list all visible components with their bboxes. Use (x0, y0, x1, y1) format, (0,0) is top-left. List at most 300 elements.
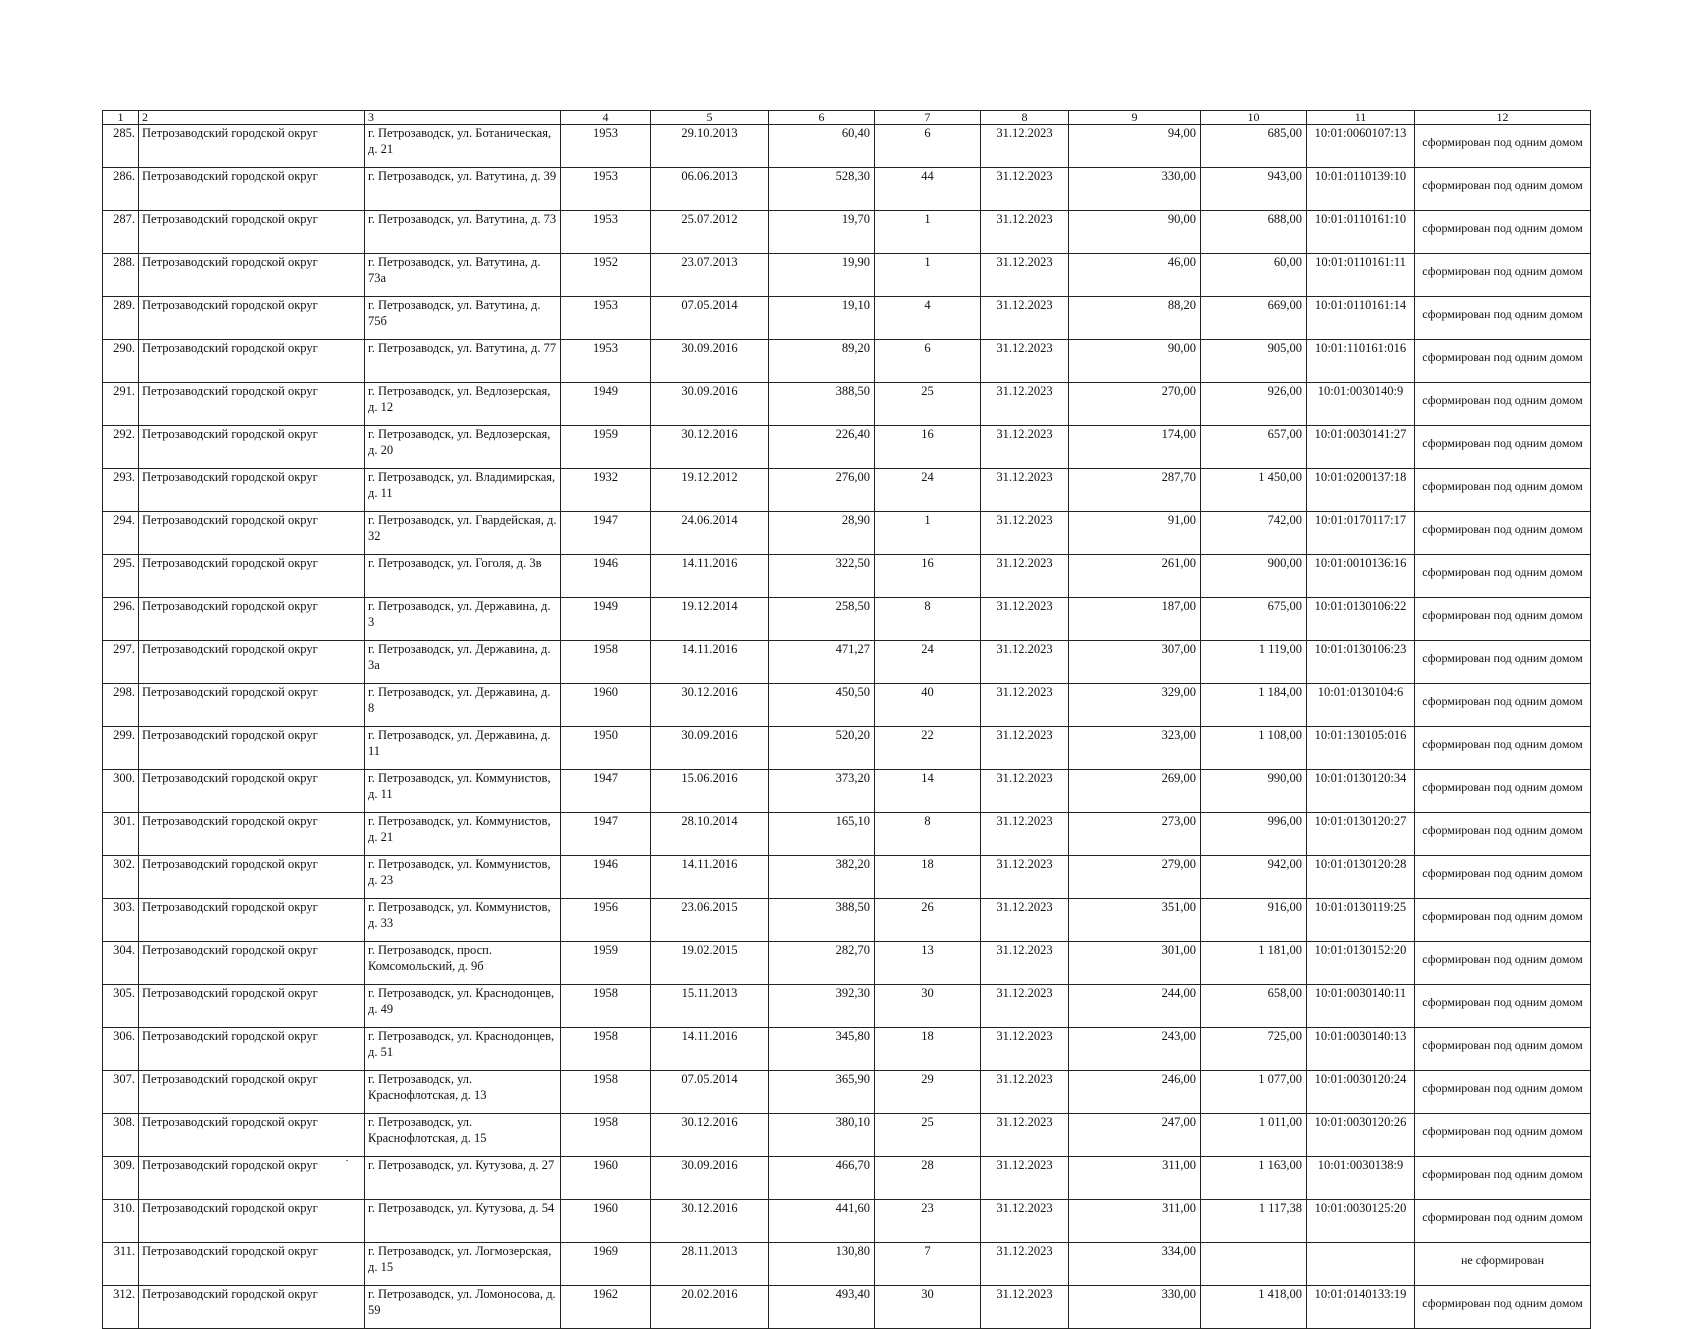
address-cell: г. Петрозаводск, ул. Державина, д. 3 (365, 598, 561, 641)
address-cell: г. Петрозаводск, ул. Гвардейская, д. 32 (365, 512, 561, 555)
count-cell: 13 (875, 942, 981, 985)
address-cell: г. Петрозаводск, ул. Коммунистов, д. 21 (365, 813, 561, 856)
municipality-cell: Петрозаводский городской округ (139, 383, 365, 426)
deadline-cell: 31.12.2023 (981, 297, 1069, 340)
column-9-value-cell: 244,00 (1069, 985, 1201, 1028)
area-cell: 60,40 (769, 125, 875, 168)
municipality-cell: Петрозаводский городской округ (139, 985, 365, 1028)
land-plot-status-cell: сформирован под одним домом (1415, 641, 1591, 684)
column-header-8: 8 (981, 111, 1069, 125)
land-plot-status-cell: сформирован под одним домом (1415, 1028, 1591, 1071)
land-plot-status-cell: сформирован под одним домом (1415, 254, 1591, 297)
land-plot-status-cell: сформирован под одним домом (1415, 211, 1591, 254)
address-cell: г. Петрозаводск, ул. Ватутина, д. 73 (365, 211, 561, 254)
count-cell: 26 (875, 899, 981, 942)
municipality-cell: Петрозаводский городской округ (139, 1243, 365, 1286)
municipality-cell: Петрозаводский городской округ (139, 1071, 365, 1114)
deadline-cell: 31.12.2023 (981, 512, 1069, 555)
column-10-value-cell: 657,00 (1201, 426, 1307, 469)
address-cell: г. Петрозаводск, ул. Коммунистов, д. 23 (365, 856, 561, 899)
cadastral-number-cell: 10:01:0130120:34 (1307, 770, 1415, 813)
land-plot-status-cell: сформирован под одним домом (1415, 985, 1591, 1028)
table-row (103, 813, 1591, 856)
column-header-7: 7 (875, 111, 981, 125)
row-number-cell: 293. (103, 469, 139, 512)
municipality-cell: Петрозаводский городской округ (139, 684, 365, 727)
year-built-cell: 1962 (561, 1286, 651, 1329)
column-9-value-cell: 261,00 (1069, 555, 1201, 598)
table-body (103, 111, 1591, 1329)
count-cell: 30 (875, 1286, 981, 1329)
row-number-cell: 308. (103, 1114, 139, 1157)
column-10-value-cell: 905,00 (1201, 340, 1307, 383)
row-number-cell: 290. (103, 340, 139, 383)
count-cell: 6 (875, 340, 981, 383)
year-built-cell: 1932 (561, 469, 651, 512)
row-number-cell: 309. (103, 1157, 139, 1200)
deadline-cell: 31.12.2023 (981, 383, 1069, 426)
deadline-cell: 31.12.2023 (981, 1243, 1069, 1286)
count-cell: 25 (875, 1114, 981, 1157)
column-9-value-cell: 351,00 (1069, 899, 1201, 942)
column-9-value-cell: 243,00 (1069, 1028, 1201, 1071)
land-plot-status-cell: сформирован под одним домом (1415, 770, 1591, 813)
count-cell: 7 (875, 1243, 981, 1286)
area-cell: 282,70 (769, 942, 875, 985)
area-cell: 322,50 (769, 555, 875, 598)
area-cell: 226,40 (769, 426, 875, 469)
area-cell: 28,90 (769, 512, 875, 555)
column-9-value-cell: 311,00 (1069, 1200, 1201, 1243)
row-number-cell: 306. (103, 1028, 139, 1071)
date-cell: 30.09.2016 (651, 340, 769, 383)
municipality-cell: Петрозаводский городской округ (139, 340, 365, 383)
column-10-value-cell: 1 184,00 (1201, 684, 1307, 727)
address-cell: г. Петрозаводск, ул. Ватутина, д. 77 (365, 340, 561, 383)
year-built-cell: 1952 (561, 254, 651, 297)
column-header-3: 3 (365, 111, 561, 125)
date-cell: 14.11.2016 (651, 1028, 769, 1071)
column-header-6: 6 (769, 111, 875, 125)
row-number-cell: 287. (103, 211, 139, 254)
count-cell: 18 (875, 856, 981, 899)
year-built-cell: 1960 (561, 1200, 651, 1243)
column-9-value-cell: 90,00 (1069, 340, 1201, 383)
column-9-value-cell: 329,00 (1069, 684, 1201, 727)
date-cell: 30.09.2016 (651, 727, 769, 770)
area-cell: 373,20 (769, 770, 875, 813)
address-cell: г. Петрозаводск, ул. Ватутина, д. 73а (365, 254, 561, 297)
row-number-cell: 310. (103, 1200, 139, 1243)
table-row (103, 254, 1591, 297)
column-10-value-cell: 658,00 (1201, 985, 1307, 1028)
column-9-value-cell: 91,00 (1069, 512, 1201, 555)
municipality-cell: Петрозаводский городской округ (139, 297, 365, 340)
land-plot-status-cell: сформирован под одним домом (1415, 426, 1591, 469)
date-cell: 07.05.2014 (651, 297, 769, 340)
table-row (103, 1028, 1591, 1071)
count-cell: 4 (875, 297, 981, 340)
column-10-value-cell: 685,00 (1201, 125, 1307, 168)
column-9-value-cell: 301,00 (1069, 942, 1201, 985)
column-10-value-cell: 942,00 (1201, 856, 1307, 899)
municipality-cell: Петрозаводский городской округ (139, 426, 365, 469)
year-built-cell: 1958 (561, 1028, 651, 1071)
municipality-cell: Петрозаводский городской округ (139, 512, 365, 555)
column-9-value-cell: 330,00 (1069, 1286, 1201, 1329)
column-9-value-cell: 334,00 (1069, 1243, 1201, 1286)
date-cell: 15.06.2016 (651, 770, 769, 813)
area-cell: 441,60 (769, 1200, 875, 1243)
year-built-cell: 1949 (561, 598, 651, 641)
column-10-value-cell: 742,00 (1201, 512, 1307, 555)
count-cell: 14 (875, 770, 981, 813)
row-number-cell: 298. (103, 684, 139, 727)
date-cell: 06.06.2013 (651, 168, 769, 211)
count-cell: 6 (875, 125, 981, 168)
row-number-cell: 297. (103, 641, 139, 684)
year-built-cell: 1946 (561, 555, 651, 598)
column-10-value-cell: 1 117,38 (1201, 1200, 1307, 1243)
count-cell: 25 (875, 383, 981, 426)
column-10-value-cell: 688,00 (1201, 211, 1307, 254)
column-9-value-cell: 90,00 (1069, 211, 1201, 254)
column-header-5: 5 (651, 111, 769, 125)
area-cell: 165,10 (769, 813, 875, 856)
column-10-value-cell: 1 450,00 (1201, 469, 1307, 512)
column-9-value-cell: 88,20 (1069, 297, 1201, 340)
address-cell: г. Петрозаводск, ул. Логмозерская, д. 15 (365, 1243, 561, 1286)
municipality-cell: Петрозаводский городской округ (139, 598, 365, 641)
count-cell: 22 (875, 727, 981, 770)
row-number-cell: 285. (103, 125, 139, 168)
count-cell: 1 (875, 211, 981, 254)
area-cell: 388,50 (769, 383, 875, 426)
column-number-header-row (103, 111, 1591, 125)
table-row (103, 985, 1591, 1028)
date-cell: 19.12.2012 (651, 469, 769, 512)
cadastral-number-cell: 10:01:0110139:10 (1307, 168, 1415, 211)
column-header-1: 1 (103, 111, 139, 125)
row-number-cell: 307. (103, 1071, 139, 1114)
row-number-cell: 299. (103, 727, 139, 770)
column-10-value-cell: 1 181,00 (1201, 942, 1307, 985)
count-cell: 24 (875, 641, 981, 684)
area-cell: 130,80 (769, 1243, 875, 1286)
deadline-cell: 31.12.2023 (981, 856, 1069, 899)
land-plot-status-cell: сформирован под одним домом (1415, 340, 1591, 383)
date-cell: 14.11.2016 (651, 555, 769, 598)
cadastral-number-cell: 10:01:0140133:19 (1307, 1286, 1415, 1329)
table-row (103, 598, 1591, 641)
table-row (103, 856, 1591, 899)
table-row (103, 383, 1591, 426)
year-built-cell: 1956 (561, 899, 651, 942)
area-cell: 380,10 (769, 1114, 875, 1157)
row-number-cell: 311. (103, 1243, 139, 1286)
land-plot-status-cell: сформирован под одним домом (1415, 1286, 1591, 1329)
year-built-cell: 1958 (561, 1114, 651, 1157)
address-cell: г. Петрозаводск, просп. Комсомольский, д. 9б (365, 942, 561, 985)
area-cell: 450,50 (769, 684, 875, 727)
deadline-cell: 31.12.2023 (981, 1028, 1069, 1071)
address-cell: г. Петрозаводск, ул. Владимирская, д. 11 (365, 469, 561, 512)
cadastral-number-cell: 10:01:110161:016 (1307, 340, 1415, 383)
municipality-cell: Петрозаводский городской округ (139, 211, 365, 254)
date-cell: 14.11.2016 (651, 641, 769, 684)
land-plot-status-cell: сформирован под одним домом (1415, 383, 1591, 426)
year-built-cell: 1947 (561, 813, 651, 856)
address-cell: г. Петрозаводск, ул. Краснофлотская, д. 15 (365, 1114, 561, 1157)
cadastral-number-cell: 10:01:0030140:13 (1307, 1028, 1415, 1071)
land-plot-status-cell: сформирован под одним домом (1415, 555, 1591, 598)
address-cell: г. Петрозаводск, ул. Ватутина, д. 39 (365, 168, 561, 211)
deadline-cell: 31.12.2023 (981, 555, 1069, 598)
column-10-value-cell: 1 163,00 (1201, 1157, 1307, 1200)
land-plot-status-cell: сформирован под одним домом (1415, 899, 1591, 942)
cadastral-number-cell (1307, 1243, 1415, 1286)
column-9-value-cell: 311,00 (1069, 1157, 1201, 1200)
table-row (103, 641, 1591, 684)
date-cell: 29.10.2013 (651, 125, 769, 168)
count-cell: 23 (875, 1200, 981, 1243)
column-10-value-cell: 1 119,00 (1201, 641, 1307, 684)
year-built-cell: 1950 (561, 727, 651, 770)
area-cell: 19,90 (769, 254, 875, 297)
date-cell: 30.12.2016 (651, 1114, 769, 1157)
land-plot-status-cell: сформирован под одним домом (1415, 469, 1591, 512)
row-number-cell: 289. (103, 297, 139, 340)
cadastral-number-cell: 10:01:0170117:17 (1307, 512, 1415, 555)
area-cell: 276,00 (769, 469, 875, 512)
cadastral-number-cell: 10:01:0130119:25 (1307, 899, 1415, 942)
column-10-value-cell: 725,00 (1201, 1028, 1307, 1071)
year-built-cell: 1953 (561, 168, 651, 211)
cadastral-number-cell: 10:01:0130120:28 (1307, 856, 1415, 899)
municipality-cell: Петрозаводский городской округ (139, 168, 365, 211)
column-9-value-cell: 46,00 (1069, 254, 1201, 297)
area-cell: 345,80 (769, 1028, 875, 1071)
cadastral-number-cell: 10:01:130105:016 (1307, 727, 1415, 770)
column-10-value-cell: 900,00 (1201, 555, 1307, 598)
table-row (103, 211, 1591, 254)
count-cell: 24 (875, 469, 981, 512)
row-number-cell: 305. (103, 985, 139, 1028)
address-cell: г. Петрозаводск, ул. Кутузова, д. 27 (365, 1157, 561, 1200)
column-9-value-cell: 279,00 (1069, 856, 1201, 899)
land-plot-status-cell: сформирован под одним домом (1415, 1114, 1591, 1157)
municipality-cell: Петрозаводский городской округ (139, 1286, 365, 1329)
deadline-cell: 31.12.2023 (981, 942, 1069, 985)
column-10-value-cell: 996,00 (1201, 813, 1307, 856)
municipality-cell: Петрозаводский городской округ (139, 125, 365, 168)
land-plot-status-cell: сформирован под одним домом (1415, 1157, 1591, 1200)
cadastral-number-cell: 10:01:0030140:11 (1307, 985, 1415, 1028)
count-cell: 29 (875, 1071, 981, 1114)
deadline-cell: 31.12.2023 (981, 899, 1069, 942)
year-built-cell: 1953 (561, 340, 651, 383)
deadline-cell: 31.12.2023 (981, 254, 1069, 297)
deadline-cell: 31.12.2023 (981, 598, 1069, 641)
deadline-cell: 31.12.2023 (981, 641, 1069, 684)
scan-speck (346, 1160, 348, 1161)
year-built-cell: 1969 (561, 1243, 651, 1286)
address-cell: г. Петрозаводск, ул. Коммунистов, д. 11 (365, 770, 561, 813)
column-9-value-cell: 330,00 (1069, 168, 1201, 211)
row-number-cell: 288. (103, 254, 139, 297)
deadline-cell: 31.12.2023 (981, 125, 1069, 168)
table-row (103, 1200, 1591, 1243)
cadastral-number-cell: 10:01:0110161:14 (1307, 297, 1415, 340)
land-plot-status-cell: сформирован под одним домом (1415, 125, 1591, 168)
land-plot-status-cell: сформирован под одним домом (1415, 512, 1591, 555)
date-cell: 30.09.2016 (651, 1157, 769, 1200)
cadastral-number-cell: 10:01:0130120:27 (1307, 813, 1415, 856)
deadline-cell: 31.12.2023 (981, 340, 1069, 383)
address-cell: г. Петрозаводск, ул. Кутузова, д. 54 (365, 1200, 561, 1243)
count-cell: 1 (875, 254, 981, 297)
column-9-value-cell: 187,00 (1069, 598, 1201, 641)
municipality-cell: Петрозаводский городской округ (139, 856, 365, 899)
cadastral-number-cell: 10:01:0110161:10 (1307, 211, 1415, 254)
deadline-cell: 31.12.2023 (981, 211, 1069, 254)
year-built-cell: 1958 (561, 985, 651, 1028)
year-built-cell: 1958 (561, 1071, 651, 1114)
cadastral-number-cell: 10:01:0030125:20 (1307, 1200, 1415, 1243)
table-row (103, 770, 1591, 813)
address-cell: г. Петрозаводск, ул. Ломоносова, д. 59 (365, 1286, 561, 1329)
address-cell: г. Петрозаводск, ул. Ботаническая, д. 21 (365, 125, 561, 168)
area-cell: 466,70 (769, 1157, 875, 1200)
area-cell: 493,40 (769, 1286, 875, 1329)
row-number-cell: 303. (103, 899, 139, 942)
date-cell: 23.06.2015 (651, 899, 769, 942)
cadastral-number-cell: 10:01:0030120:24 (1307, 1071, 1415, 1114)
deadline-cell: 31.12.2023 (981, 813, 1069, 856)
date-cell: 23.07.2013 (651, 254, 769, 297)
date-cell: 30.12.2016 (651, 426, 769, 469)
cadastral-number-cell: 10:01:0030140:9 (1307, 383, 1415, 426)
deadline-cell: 31.12.2023 (981, 1071, 1069, 1114)
deadline-cell: 31.12.2023 (981, 1286, 1069, 1329)
area-cell: 382,20 (769, 856, 875, 899)
area-cell: 19,70 (769, 211, 875, 254)
document-sheet (102, 110, 1590, 1329)
table-row (103, 1114, 1591, 1157)
municipality-cell: Петрозаводский городской округ (139, 641, 365, 684)
column-header-9: 9 (1069, 111, 1201, 125)
year-built-cell: 1959 (561, 426, 651, 469)
cadastral-number-cell: 10:01:0110161:11 (1307, 254, 1415, 297)
count-cell: 16 (875, 555, 981, 598)
cadastral-number-cell: 10:01:0130152:20 (1307, 942, 1415, 985)
cadastral-number-cell: 10:01:0200137:18 (1307, 469, 1415, 512)
table-row (103, 125, 1591, 168)
row-number-cell: 301. (103, 813, 139, 856)
area-cell: 528,30 (769, 168, 875, 211)
column-10-value-cell: 675,00 (1201, 598, 1307, 641)
column-header-4: 4 (561, 111, 651, 125)
date-cell: 30.12.2016 (651, 684, 769, 727)
year-built-cell: 1947 (561, 770, 651, 813)
row-number-cell: 302. (103, 856, 139, 899)
year-built-cell: 1953 (561, 297, 651, 340)
column-9-value-cell: 246,00 (1069, 1071, 1201, 1114)
year-built-cell: 1959 (561, 942, 651, 985)
row-number-cell: 296. (103, 598, 139, 641)
municipality-cell: Петрозаводский городской округ (139, 727, 365, 770)
municipality-cell: Петрозаводский городской округ (139, 1200, 365, 1243)
date-cell: 28.10.2014 (651, 813, 769, 856)
column-10-value-cell: 1 077,00 (1201, 1071, 1307, 1114)
count-cell: 44 (875, 168, 981, 211)
housing-register-table (102, 110, 1591, 1329)
area-cell: 258,50 (769, 598, 875, 641)
column-10-value-cell: 943,00 (1201, 168, 1307, 211)
column-9-value-cell: 247,00 (1069, 1114, 1201, 1157)
column-header-10: 10 (1201, 111, 1307, 125)
column-10-value-cell (1201, 1243, 1307, 1286)
address-cell: г. Петрозаводск, ул. Ведлозерская, д. 12 (365, 383, 561, 426)
address-cell: г. Петрозаводск, ул. Ведлозерская, д. 20 (365, 426, 561, 469)
row-number-cell: 304. (103, 942, 139, 985)
deadline-cell: 31.12.2023 (981, 426, 1069, 469)
year-built-cell: 1960 (561, 684, 651, 727)
municipality-cell: Петрозаводский городской округ (139, 770, 365, 813)
table-row (103, 942, 1591, 985)
table-row (103, 340, 1591, 383)
count-cell: 28 (875, 1157, 981, 1200)
count-cell: 1 (875, 512, 981, 555)
land-plot-status-cell: не сформирован (1415, 1243, 1591, 1286)
area-cell: 388,50 (769, 899, 875, 942)
column-9-value-cell: 323,00 (1069, 727, 1201, 770)
address-cell: г. Петрозаводск, ул. Державина, д. 8 (365, 684, 561, 727)
year-built-cell: 1949 (561, 383, 651, 426)
row-number-cell: 291. (103, 383, 139, 426)
deadline-cell: 31.12.2023 (981, 469, 1069, 512)
row-number-cell: 292. (103, 426, 139, 469)
count-cell: 40 (875, 684, 981, 727)
cadastral-number-cell: 10:01:0130106:22 (1307, 598, 1415, 641)
municipality-cell: Петрозаводский городской округ (139, 899, 365, 942)
row-number-cell: 286. (103, 168, 139, 211)
table-row (103, 426, 1591, 469)
table-row (103, 469, 1591, 512)
land-plot-status-cell: сформирован под одним домом (1415, 813, 1591, 856)
column-10-value-cell: 1 108,00 (1201, 727, 1307, 770)
land-plot-status-cell: сформирован под одним домом (1415, 684, 1591, 727)
table-row (103, 512, 1591, 555)
area-cell: 520,20 (769, 727, 875, 770)
date-cell: 24.06.2014 (651, 512, 769, 555)
land-plot-status-cell: сформирован под одним домом (1415, 942, 1591, 985)
column-9-value-cell: 287,70 (1069, 469, 1201, 512)
year-built-cell: 1958 (561, 641, 651, 684)
table-row (103, 168, 1591, 211)
cadastral-number-cell: 10:01:0130106:23 (1307, 641, 1415, 684)
row-number-cell: 300. (103, 770, 139, 813)
municipality-cell: Петрозаводский городской округ (139, 1114, 365, 1157)
address-cell: г. Петрозаводск, ул. Ватутина, д. 75б (365, 297, 561, 340)
address-cell: г. Петрозаводск, ул. Краснодонцев, д. 51 (365, 1028, 561, 1071)
cadastral-number-cell: 10:01:0030120:26 (1307, 1114, 1415, 1157)
count-cell: 16 (875, 426, 981, 469)
column-10-value-cell: 669,00 (1201, 297, 1307, 340)
municipality-cell: Петрозаводский городской округ (139, 469, 365, 512)
date-cell: 20.02.2016 (651, 1286, 769, 1329)
land-plot-status-cell: сформирован под одним домом (1415, 856, 1591, 899)
